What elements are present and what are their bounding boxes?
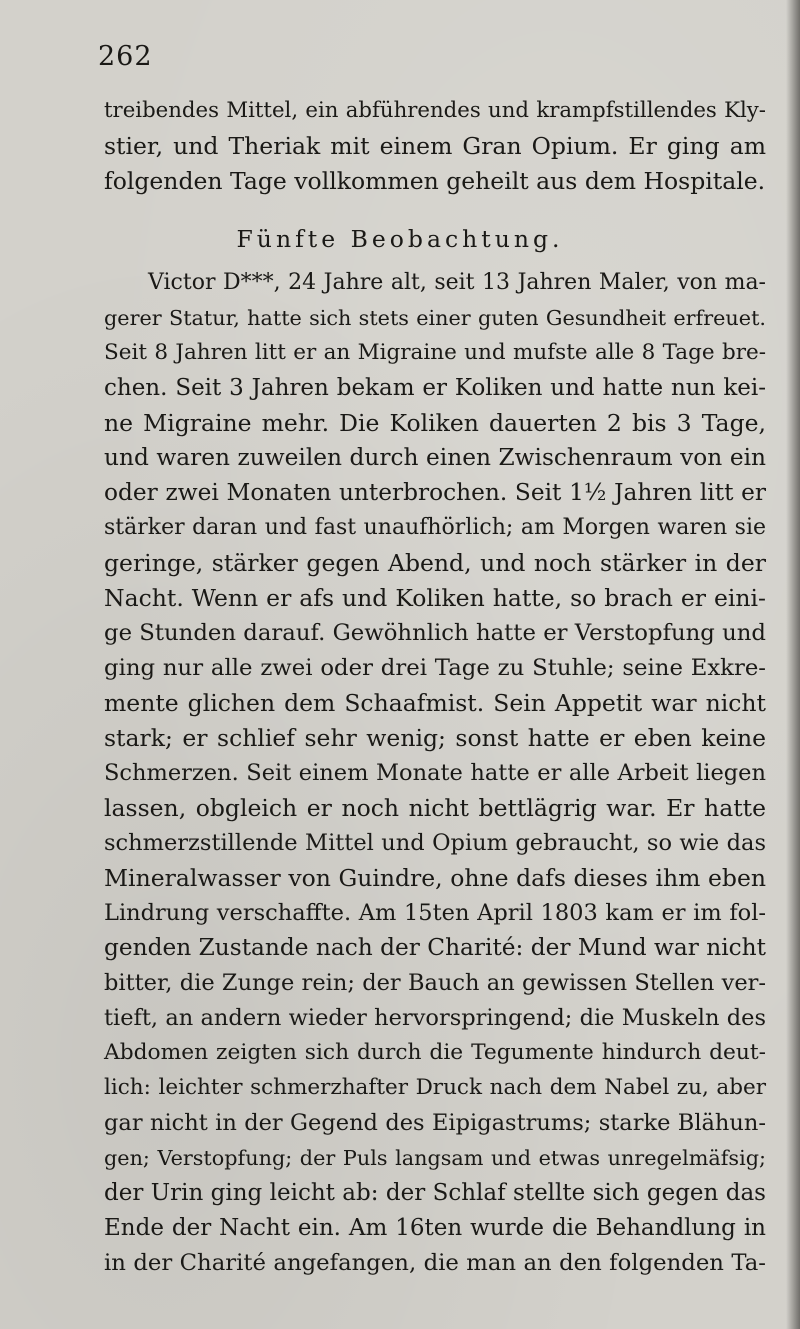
- text-line: geringe, stärker gegen Abend, und noch stärker in der: [104, 549, 766, 577]
- text-line: oder zwei Monaten unterbrochen. Seit 1½ Jahren litt er: [104, 479, 766, 506]
- text-line: ne Migraine mehr. Die Koliken dauerten 2 bis 3 Tage,: [104, 409, 766, 437]
- text-line: ging nur alle zwei oder drei Tage zu Stuhle; seine Exkre-: [104, 655, 766, 681]
- text-line: Victor D***, 24 Jahre alt, seit 13 Jahren Maler, von ma-: [148, 270, 766, 295]
- text-line: stark; er schlief sehr wenig; sonst hatte er eben keine: [104, 724, 766, 752]
- section-heading: Fünfte Beobachtung.: [236, 225, 564, 253]
- text-line: Abdomen zeigten sich durch die Tegumente hindurch deut-: [104, 1040, 766, 1065]
- text-line: der Urin ging leicht ab: der Schlaf stellte sich gegen das: [104, 1180, 766, 1206]
- text-line: stier, und Theriak mit einem Gran Opium. Er ging am: [104, 132, 766, 160]
- text-line: lich: leichter schmerzhafter Druck nach dem Nabel zu, aber: [104, 1075, 766, 1100]
- text-line: treibendes Mittel, ein abführendes und krampfstillendes Kly-: [104, 98, 766, 123]
- text-line: gen; Verstopfung; der Puls langsam und etwas unregelmäfsig;: [104, 1146, 766, 1170]
- text-line: genden Zustande nach der Charité: der Mund war nicht: [104, 934, 766, 961]
- text-line: chen. Seit 3 Jahren bekam er Koliken und hatte nun kei-: [104, 375, 766, 401]
- text-line: Schmerzen. Seit einem Monate hatte er alle Arbeit liegen: [104, 760, 766, 786]
- text-line: Ende der Nacht ein. Am 16ten wurde die Behandlung in: [104, 1215, 766, 1241]
- text-line: Mineralwasser von Guindre, ohne dafs dieses ihm eben: [104, 864, 766, 892]
- page-number: 262: [98, 41, 153, 72]
- text-line: in der Charité angefangen, die man an den folgenden Ta-: [104, 1250, 766, 1276]
- page-edge-shadow: [786, 0, 800, 1329]
- text-line: tieft, an andern wieder hervorspringend; die Muskeln des: [104, 1005, 766, 1031]
- text-line: und waren zuweilen durch einen Zwischenraum von ein: [104, 444, 766, 471]
- text-line: schmerzstillende Mittel und Opium gebraucht, so wie das: [104, 830, 766, 856]
- text-line: Lindrung verschaffte. Am 15ten April 1803 kam er im fol-: [104, 900, 766, 926]
- text-line: mente glichen dem Schaafmist. Sein Appetit war nicht: [104, 689, 766, 717]
- text-line: gerer Statur, hatte sich stets einer guten Gesundheit erfreuet.: [104, 306, 766, 330]
- text-line: lassen, obgleich er noch nicht bettlägrig war. Er hatte: [104, 794, 766, 822]
- text-line: bitter, die Zunge rein; der Bauch an gewissen Stellen ver-: [104, 970, 766, 996]
- text-line: ge Stunden darauf. Gewöhnlich hatte er Verstopfung und: [104, 620, 766, 646]
- text-line: Nacht. Wenn er afs und Koliken hatte, so brach er eini-: [104, 584, 766, 612]
- text-line: stärker daran und fast unaufhörlich; am Morgen waren sie: [104, 515, 766, 540]
- text-line: Seit 8 Jahren litt er an Migraine und mufste alle 8 Tage bre-: [104, 340, 766, 365]
- text-line: gar nicht in der Gegend des Eipigastrums; starke Blähun-: [104, 1110, 766, 1136]
- text-line: folgenden Tage vollkommen geheilt aus dem Hospitale.: [104, 167, 766, 195]
